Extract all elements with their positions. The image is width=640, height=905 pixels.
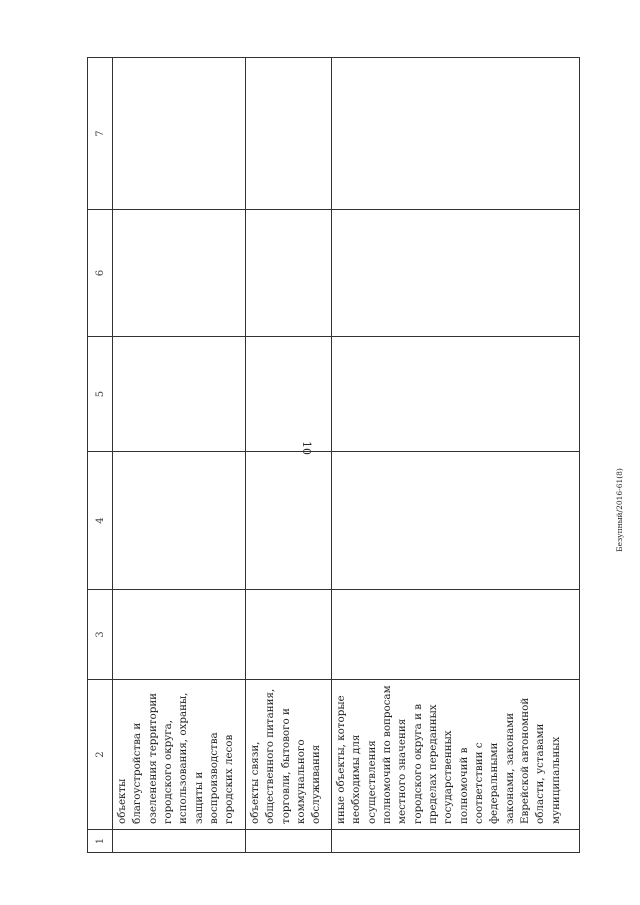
- document-id: Безупный/2016-61(8): [615, 468, 624, 552]
- cell-col6: [332, 210, 580, 337]
- cell-col7: [332, 58, 580, 210]
- cell-col3: [246, 590, 332, 680]
- cell-col3: [113, 590, 246, 680]
- table-row: [246, 58, 332, 853]
- cell-col7: [246, 58, 332, 210]
- cell-col5: [113, 337, 246, 452]
- cell-col7: [113, 58, 246, 210]
- table-row: [332, 58, 580, 853]
- column-header-2: 2: [88, 680, 113, 830]
- column-header-1: 1: [88, 830, 113, 853]
- data-table: [87, 58, 580, 853]
- column-header-5: 5: [88, 337, 113, 452]
- header-row: [88, 58, 113, 853]
- cell-col1: [246, 830, 332, 853]
- cell-col5: [246, 337, 332, 452]
- cell-col6: [246, 210, 332, 337]
- cell-col3: [332, 590, 580, 680]
- cell-col1: [332, 830, 580, 853]
- column-header-7: 7: [88, 58, 113, 210]
- column-header-4: 4: [88, 452, 113, 590]
- table-row: [113, 58, 246, 853]
- cell-col1: [113, 830, 246, 853]
- object-name-cell: объекты связи, общественного питания, торговли, бытового и коммунального обслуживания: [246, 680, 332, 830]
- cell-col5: [332, 337, 580, 452]
- object-name-cell: иные объекты, которые необходимы для осуществления полномочий по вопросам местного значения городского округа и в пределах переданных государственных полномочий в соответствии с федеральными законами, законами Еврейской автономной области, уставами муниципальных: [332, 680, 580, 830]
- cell-col4: [113, 452, 246, 590]
- cell-col4: [246, 452, 332, 590]
- cell-col4: [332, 452, 580, 590]
- object-name-cell: объекты благоустройства и озеленения территории городского округа, использования, охраны, защиты и воспроизводства городских лесов: [113, 680, 246, 830]
- cell-col6: [113, 210, 246, 337]
- column-header-6: 6: [88, 210, 113, 337]
- column-header-3: 3: [88, 590, 113, 680]
- page-number: 10: [300, 441, 313, 455]
